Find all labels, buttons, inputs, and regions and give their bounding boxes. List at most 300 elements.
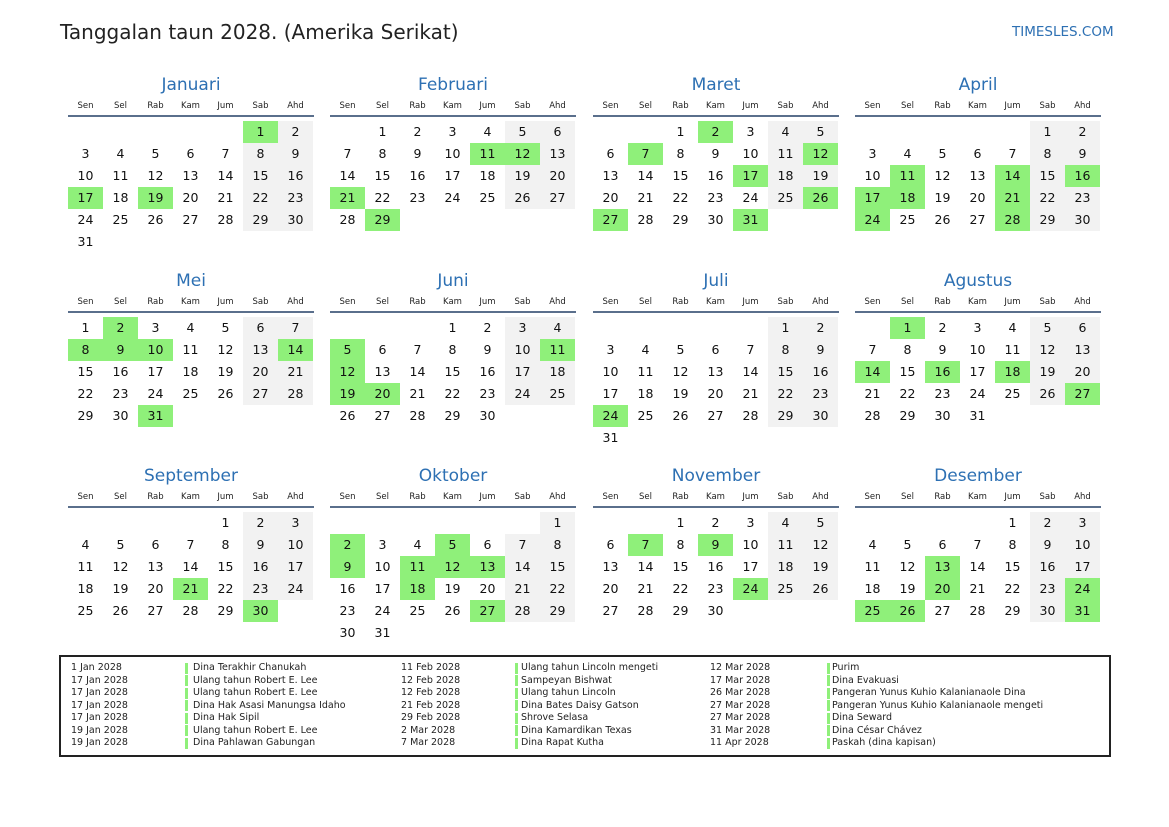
month-divider (855, 311, 1101, 313)
day-cell: 28 (409, 408, 426, 423)
day-cell: 24 (742, 190, 759, 205)
holiday-day-cell: 27 (1065, 383, 1100, 405)
day-cell: 29 (768, 405, 803, 427)
day-cell: 5 (803, 512, 838, 534)
holiday-day-cell: 2 (698, 121, 733, 143)
day-cell: 27 (969, 212, 986, 227)
weekday-label: Sel (639, 492, 652, 502)
day-cell: 23 (803, 383, 838, 405)
day-cell: 13 (147, 559, 164, 574)
day-cell: 1 (676, 124, 685, 139)
day-cell: 2 (803, 317, 838, 339)
legend-marker (185, 688, 188, 699)
day-cell: 9 (1065, 143, 1100, 165)
legend-marker (515, 700, 518, 711)
legend-holiday-name: Ulang tahun Lincoln mengeti (521, 662, 659, 673)
day-cell: 31 (374, 625, 391, 640)
day-cell: 30 (1030, 600, 1065, 622)
day-cell: 28 (217, 212, 234, 227)
holiday-day-cell: 26 (890, 600, 925, 622)
holiday-day-cell: 27 (593, 209, 628, 231)
weekday-label: Sen (864, 492, 881, 502)
day-cell: 20 (540, 165, 575, 187)
legend-holiday-name: Ulang tahun Lincoln (521, 687, 616, 698)
day-cell: 3 (151, 320, 160, 335)
day-cell: 27 (243, 383, 278, 405)
day-cell: 15 (243, 165, 278, 187)
day-cell: 4 (868, 537, 877, 552)
day-cell: 4 (483, 124, 492, 139)
day-cell: 19 (444, 581, 461, 596)
day-cell: 4 (1008, 320, 1017, 335)
month-divider (593, 115, 839, 117)
day-cell: 25 (112, 212, 129, 227)
weekday-label: Jum (217, 297, 234, 307)
month-name: Juli (703, 271, 729, 291)
day-cell: 11 (77, 559, 94, 574)
day-cell: 28 (864, 408, 881, 423)
holiday-day-cell: 18 (890, 187, 925, 209)
day-cell: 19 (112, 581, 129, 596)
weekday-label: Ahd (812, 492, 829, 502)
weekday-label: Ahd (549, 101, 566, 111)
day-cell: 10 (864, 168, 881, 183)
day-cell: 19 (803, 556, 838, 578)
day-cell: 30 (278, 209, 313, 231)
weekday-label: Sel (376, 297, 389, 307)
day-cell: 3 (973, 320, 982, 335)
weekday-label: Sel (376, 101, 389, 111)
month-name: September (144, 466, 238, 486)
page-title: Tanggalan taun 2028. (Amerika Serikat) (60, 20, 459, 44)
day-cell: 4 (186, 320, 195, 335)
day-cell: 4 (768, 121, 803, 143)
day-cell: 12 (803, 534, 838, 556)
day-cell: 14 (182, 559, 199, 574)
holiday-day-cell: 11 (400, 556, 435, 578)
day-cell: 6 (606, 146, 615, 161)
day-cell: 19 (672, 386, 689, 401)
day-cell: 2 (413, 124, 422, 139)
legend-holiday-name: Ulang tahun Robert E. Lee (193, 724, 318, 736)
weekday-label: Kam (968, 101, 987, 111)
weekday-label: Jum (742, 297, 759, 307)
day-cell: 23 (479, 386, 496, 401)
day-cell: 14 (742, 364, 759, 379)
day-cell: 30 (934, 408, 951, 423)
day-cell: 7 (505, 534, 540, 556)
day-cell: 20 (1065, 361, 1100, 383)
day-cell: 17 (147, 364, 164, 379)
day-cell: 8 (540, 534, 575, 556)
day-cell: 16 (479, 364, 496, 379)
day-cell: 17 (1065, 556, 1100, 578)
holiday-day-cell: 18 (400, 578, 435, 600)
month-divider (68, 115, 314, 117)
weekday-label: Kam (706, 492, 725, 502)
day-cell: 3 (868, 146, 877, 161)
weekday-label: Kam (968, 492, 987, 502)
day-cell: 22 (374, 190, 391, 205)
day-cell: 8 (448, 342, 457, 357)
weekday-label: Sab (252, 297, 269, 307)
day-cell: 15 (1004, 559, 1021, 574)
weekday-label: Sen (77, 492, 94, 502)
legend-holiday-name: Purim (832, 662, 860, 673)
day-cell: 22 (672, 581, 689, 596)
day-cell: 15 (540, 556, 575, 578)
day-cell: 15 (77, 364, 94, 379)
day-cell: 19 (899, 581, 916, 596)
day-cell: 23 (278, 187, 313, 209)
legend-date: 17 Jan 2028 (71, 687, 128, 698)
holiday-day-cell: 25 (855, 600, 890, 622)
weekday-label: Sab (777, 101, 794, 111)
weekday-label: Rab (147, 101, 164, 111)
holiday-day-cell: 12 (330, 361, 365, 383)
weekday-label: Rab (409, 101, 426, 111)
day-cell: 31 (602, 430, 619, 445)
weekday-label: Ahd (549, 492, 566, 502)
day-cell: 6 (378, 342, 387, 357)
legend-marker (827, 675, 830, 686)
day-cell: 3 (81, 146, 90, 161)
weekday-label: Sel (901, 101, 914, 111)
day-cell: 8 (676, 146, 685, 161)
day-cell: 14 (637, 168, 654, 183)
weekday-label: Sen (864, 297, 881, 307)
weekday-label: Jum (479, 297, 496, 307)
weekday-label: Ahd (1074, 101, 1091, 111)
day-cell: 12 (147, 168, 164, 183)
month-name: Mei (176, 271, 206, 291)
holiday-day-cell: 21 (173, 578, 208, 600)
holiday-day-cell: 31 (138, 405, 173, 427)
holiday-day-cell: 11 (890, 165, 925, 187)
day-cell: 25 (540, 383, 575, 405)
day-cell: 21 (637, 581, 654, 596)
month-september (68, 465, 314, 645)
day-cell: 17 (444, 168, 461, 183)
weekday-label: Sen (339, 492, 356, 502)
legend-date: 12 Feb 2028 (401, 687, 461, 698)
day-cell: 26 (112, 603, 129, 618)
weekday-label: Kam (443, 297, 462, 307)
holiday-day-cell: 21 (995, 187, 1030, 209)
legend-date: 1 Jan 2028 (71, 662, 122, 673)
day-cell: 18 (112, 190, 129, 205)
holiday-day-cell: 24 (1065, 578, 1100, 600)
day-cell: 17 (374, 581, 391, 596)
day-cell: 28 (969, 603, 986, 618)
holiday-day-cell: 7 (628, 143, 663, 165)
legend-marker (185, 663, 188, 674)
day-cell: 16 (1030, 556, 1065, 578)
day-cell: 10 (969, 342, 986, 357)
holiday-day-cell: 20 (925, 578, 960, 600)
day-cell: 29 (217, 603, 234, 618)
month-divider (855, 506, 1101, 508)
holiday-day-cell: 2 (330, 534, 365, 556)
legend-marker (515, 713, 518, 724)
day-cell: 3 (278, 512, 313, 534)
day-cell: 2 (1030, 512, 1065, 534)
day-cell: 2 (1065, 121, 1100, 143)
day-cell: 3 (505, 317, 540, 339)
day-cell: 2 (278, 121, 313, 143)
weekday-label: Jum (1004, 297, 1021, 307)
holiday-day-cell: 19 (330, 383, 365, 405)
weekday-label: Sab (514, 297, 531, 307)
day-cell: 28 (742, 408, 759, 423)
day-cell: 20 (147, 581, 164, 596)
legend-marker (515, 675, 518, 686)
month-agustus (855, 270, 1101, 450)
legend-marker (515, 738, 518, 749)
day-cell: 23 (409, 190, 426, 205)
day-cell: 25 (77, 603, 94, 618)
day-cell: 23 (707, 581, 724, 596)
day-cell: 1 (676, 515, 685, 530)
legend-date: 17 Jan 2028 (71, 712, 128, 723)
day-cell: 2 (938, 320, 947, 335)
day-cell: 29 (1004, 603, 1021, 618)
day-cell: 25 (637, 408, 654, 423)
day-cell: 8 (676, 537, 685, 552)
weekday-label: Jum (1004, 101, 1021, 111)
day-cell: 6 (1065, 317, 1100, 339)
day-cell: 16 (803, 361, 838, 383)
legend-marker (827, 700, 830, 711)
month-divider (330, 506, 576, 508)
day-cell: 13 (602, 168, 619, 183)
legend-holiday-name: Dina Bates Daisy Gatson (521, 699, 639, 711)
day-cell: 12 (934, 168, 951, 183)
weekday-label: Sen (864, 101, 881, 111)
day-cell: 16 (339, 581, 356, 596)
day-cell: 18 (637, 386, 654, 401)
day-cell: 3 (378, 537, 387, 552)
holiday-day-cell: 17 (855, 187, 890, 209)
holiday-day-cell: 18 (995, 361, 1030, 383)
legend-holiday-name: Dina Evakuasi (832, 674, 899, 686)
day-cell: 9 (243, 534, 278, 556)
holiday-day-cell: 1 (243, 121, 278, 143)
weekday-label: Sen (602, 492, 619, 502)
holiday-day-cell: 9 (698, 534, 733, 556)
weekday-label: Sel (639, 297, 652, 307)
day-cell: 16 (278, 165, 313, 187)
weekday-label: Ahd (812, 101, 829, 111)
weekday-label: Ahd (1074, 297, 1091, 307)
month-mei (68, 270, 314, 450)
weekday-label: Kam (181, 101, 200, 111)
legend-marker (185, 738, 188, 749)
day-cell: 12 (112, 559, 129, 574)
holiday-day-cell: 13 (470, 556, 505, 578)
day-cell: 18 (77, 581, 94, 596)
day-cell: 10 (1065, 534, 1100, 556)
day-cell: 24 (444, 190, 461, 205)
day-cell: 30 (479, 408, 496, 423)
legend-holiday-name: Sampeyan Bishwat (521, 674, 612, 686)
day-cell: 20 (602, 581, 619, 596)
day-cell: 29 (899, 408, 916, 423)
day-cell: 6 (973, 146, 982, 161)
day-cell: 5 (221, 320, 230, 335)
day-cell: 24 (147, 386, 164, 401)
weekday-label: Kam (443, 492, 462, 502)
day-cell: 8 (221, 537, 230, 552)
holiday-day-cell: 19 (138, 187, 173, 209)
weekday-label: Sab (777, 297, 794, 307)
day-cell: 23 (112, 386, 129, 401)
day-cell: 9 (483, 342, 492, 357)
legend-holiday-name: Ulang tahun Robert E. Lee (193, 674, 318, 686)
day-cell: 6 (151, 537, 160, 552)
day-cell: 26 (339, 408, 356, 423)
legend-marker (827, 663, 830, 674)
day-cell: 13 (707, 364, 724, 379)
day-cell: 6 (711, 342, 720, 357)
day-cell: 25 (899, 212, 916, 227)
day-cell: 15 (444, 364, 461, 379)
weekday-label: Ahd (812, 297, 829, 307)
day-cell: 4 (641, 342, 650, 357)
day-cell: 1 (378, 124, 387, 139)
day-cell: 26 (803, 578, 838, 600)
day-cell: 23 (707, 190, 724, 205)
day-cell: 22 (243, 187, 278, 209)
weekday-label: Rab (934, 492, 951, 502)
day-cell: 6 (606, 537, 615, 552)
month-maret (593, 74, 839, 254)
weekday-label: Jum (1004, 492, 1021, 502)
day-cell: 13 (1065, 339, 1100, 361)
legend-date: 27 Mar 2028 (710, 712, 771, 723)
legend-date: 26 Mar 2028 (710, 687, 771, 698)
day-cell: 26 (217, 386, 234, 401)
day-cell: 15 (217, 559, 234, 574)
day-cell: 30 (339, 625, 356, 640)
day-cell: 16 (112, 364, 129, 379)
weekday-label: Ahd (1074, 492, 1091, 502)
weekday-label: Sel (114, 297, 127, 307)
holiday-day-cell: 31 (1065, 600, 1100, 622)
day-cell: 4 (81, 537, 90, 552)
legend-date: 19 Jan 2028 (71, 724, 128, 736)
holiday-day-cell: 27 (470, 600, 505, 622)
weekday-label: Ahd (287, 101, 304, 111)
day-cell: 24 (505, 383, 540, 405)
legend-marker (515, 725, 518, 736)
day-cell: 15 (672, 559, 689, 574)
day-cell: 6 (186, 146, 195, 161)
holiday-day-cell: 17 (68, 187, 103, 209)
day-cell: 12 (672, 364, 689, 379)
holiday-day-cell: 24 (733, 578, 768, 600)
legend-holiday-name: Shrove Selasa (521, 712, 589, 723)
holiday-day-cell: 13 (925, 556, 960, 578)
day-cell: 29 (540, 600, 575, 622)
day-cell: 12 (217, 342, 234, 357)
day-cell: 9 (413, 146, 422, 161)
day-cell: 25 (182, 386, 199, 401)
day-cell: 9 (938, 342, 947, 357)
day-cell: 13 (540, 143, 575, 165)
holiday-day-cell: 10 (138, 339, 173, 361)
day-cell: 19 (505, 165, 540, 187)
weekday-label: Ahd (287, 492, 304, 502)
weekday-label: Rab (672, 297, 689, 307)
day-cell: 5 (151, 146, 160, 161)
day-cell: 23 (339, 603, 356, 618)
weekday-label: Sab (252, 101, 269, 111)
day-cell: 16 (707, 559, 724, 574)
legend-marker (827, 688, 830, 699)
holiday-day-cell: 30 (243, 600, 278, 622)
month-name: Oktober (418, 466, 488, 486)
day-cell: 21 (505, 578, 540, 600)
holiday-day-cell: 7 (628, 534, 663, 556)
day-cell: 8 (378, 146, 387, 161)
day-cell: 23 (934, 386, 951, 401)
day-cell: 1 (1030, 121, 1065, 143)
holiday-day-cell: 5 (330, 339, 365, 361)
day-cell: 26 (672, 408, 689, 423)
day-cell: 5 (676, 342, 685, 357)
day-cell: 23 (1065, 187, 1100, 209)
day-cell: 1 (1008, 515, 1017, 530)
day-cell: 12 (899, 559, 916, 574)
legend-date: 17 Jan 2028 (71, 674, 128, 686)
legend-holiday-name: Pangeran Yunus Kuhio Kalanianaole mengeti (832, 699, 1044, 711)
day-cell: 18 (864, 581, 881, 596)
day-cell: 1 (540, 512, 575, 534)
day-cell: 30 (112, 408, 129, 423)
day-cell: 16 (243, 556, 278, 578)
day-cell: 15 (1030, 165, 1065, 187)
holiday-day-cell: 28 (995, 209, 1030, 231)
day-cell: 27 (374, 408, 391, 423)
holiday-day-cell: 31 (733, 209, 768, 231)
weekday-label: Rab (147, 492, 164, 502)
day-cell: 10 (444, 146, 461, 161)
day-cell: 1 (81, 320, 90, 335)
brand-link[interactable]: TIMESLES.COM (1012, 24, 1114, 40)
day-cell: 18 (540, 361, 575, 383)
weekday-label: Rab (934, 101, 951, 111)
weekday-label: Rab (672, 492, 689, 502)
legend-date: 11 Apr 2028 (710, 737, 769, 748)
day-cell: 2 (711, 515, 720, 530)
weekday-label: Sel (114, 101, 127, 111)
day-cell: 8 (903, 342, 912, 357)
day-cell: 10 (77, 168, 94, 183)
legend-holiday-name: Paskah (dina kapisan) (832, 737, 936, 748)
day-cell: 13 (602, 559, 619, 574)
day-cell: 28 (278, 383, 313, 405)
holiday-day-cell: 1 (890, 317, 925, 339)
holiday-day-cell: 17 (733, 165, 768, 187)
day-cell: 22 (672, 190, 689, 205)
day-cell: 25 (1004, 386, 1021, 401)
month-name: Februari (418, 75, 488, 95)
month-divider (593, 506, 839, 508)
weekday-label: Rab (672, 101, 689, 111)
holiday-day-cell: 24 (855, 209, 890, 231)
legend-holiday-name: Dina Hak Sipil (193, 712, 260, 723)
